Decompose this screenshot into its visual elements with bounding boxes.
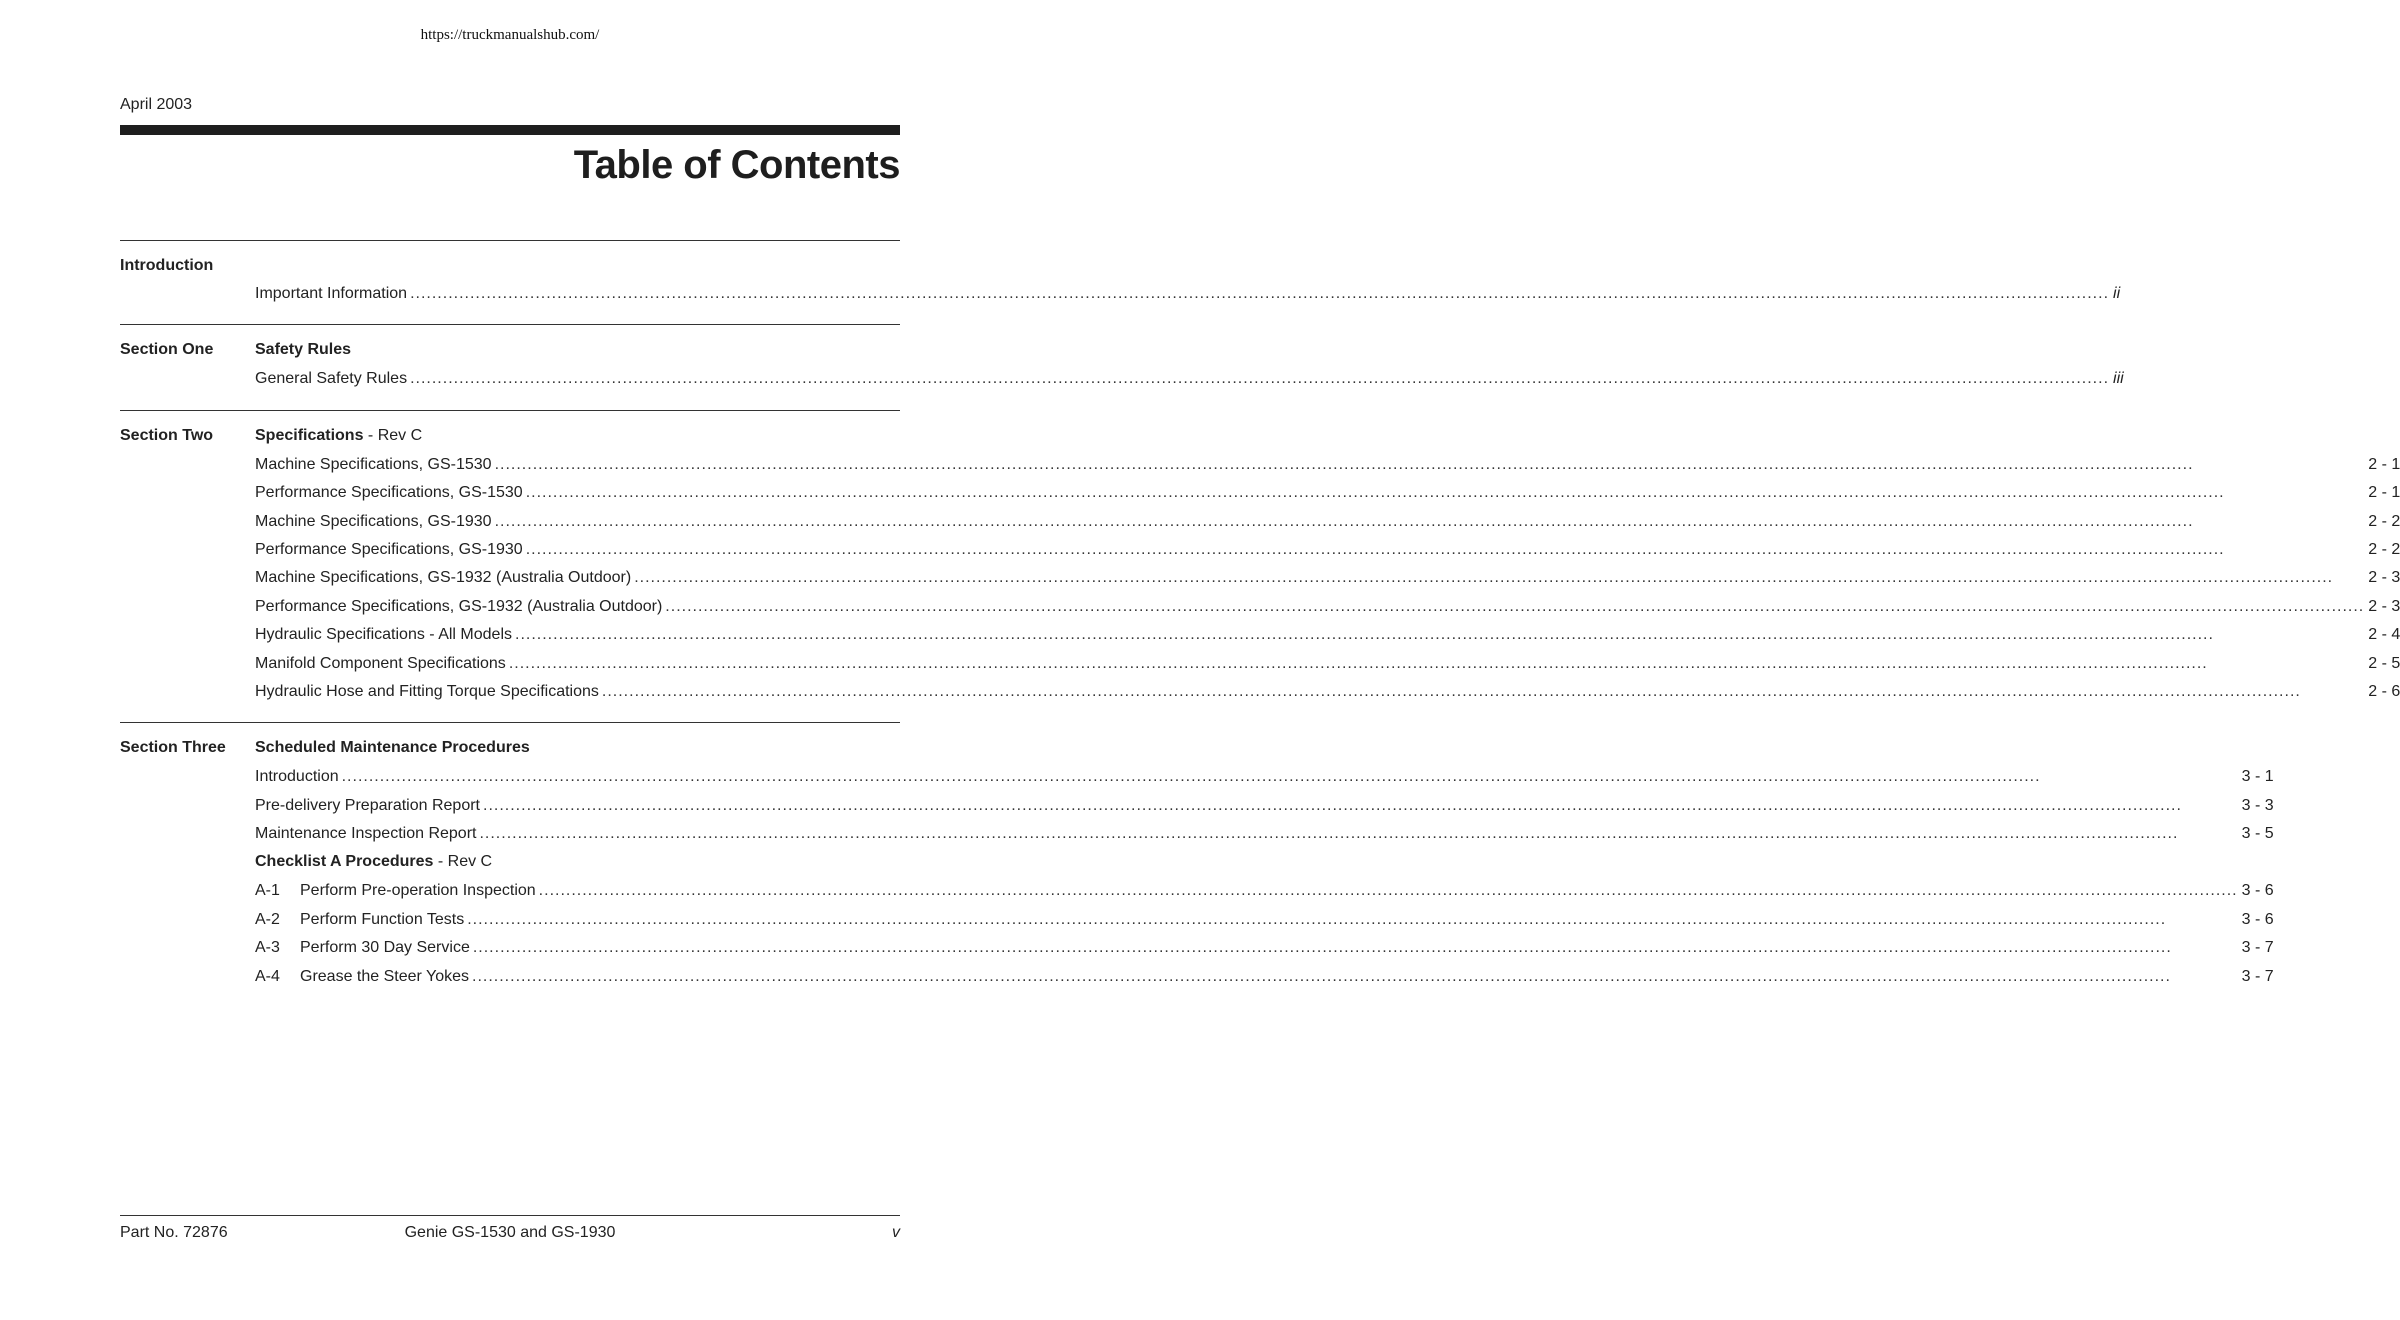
toc-entry-page: ii xyxy=(2113,285,2121,302)
dot-leader xyxy=(665,597,2364,617)
dot-leader xyxy=(495,512,2365,532)
toc-section-introduction xyxy=(120,240,2121,324)
dot-leader xyxy=(495,455,2365,475)
toc-entry[interactable]: Maintenance Inspection Report ..... 3 - 5 xyxy=(255,824,2274,852)
dot-leader xyxy=(602,682,2364,702)
dot-leader xyxy=(479,824,2237,844)
toc-entry-text: General Safety Rules xyxy=(255,370,408,388)
toc-entry[interactable] xyxy=(255,284,2120,312)
dot-leader xyxy=(473,938,2238,958)
source-url: https://truckmanualshub.com/ xyxy=(420,27,600,43)
section-heading: Scheduled Maintenance Procedures xyxy=(255,739,530,757)
toc-entry[interactable]: Machine Specifications, GS-1930 ..... 2 - 2 xyxy=(255,512,2400,540)
checklist-heading: Checklist A Procedures - Rev C xyxy=(255,853,493,871)
dot-leader xyxy=(410,284,2109,304)
checklist-entry[interactable]: A-1 Perform Pre-operation Inspection ..... 3 - 6 xyxy=(255,881,2274,909)
toc-section-three xyxy=(120,722,2274,1009)
dot-leader xyxy=(467,910,2237,930)
checklist-entry[interactable]: A-3 Perform 30 Day Service ..... 3 - 7 xyxy=(255,938,2274,966)
toc-entry[interactable]: Manifold Component Specifications ..... 2 - 5 xyxy=(255,654,2400,682)
dot-leader xyxy=(483,796,2238,816)
dot-leader xyxy=(509,654,2364,674)
toc-entry-text: Important Information xyxy=(255,285,408,302)
dot-leader xyxy=(515,625,2364,645)
section-label: Introduction xyxy=(120,257,214,274)
checklist-entry[interactable]: A-4 Grease the Steer Yokes ..... 3 - 7 xyxy=(255,967,2274,995)
toc-entry[interactable]: Hydraulic Hose and Fitting Torque Specifications ..... 2 - 6 xyxy=(255,682,2400,710)
toc-entry[interactable]: Machine Specifications, GS-1932 (Australia Outdoor) ..... 2 - 3 xyxy=(255,568,2400,596)
section-heading: Safety Rules xyxy=(255,341,352,359)
header-rule xyxy=(120,125,900,135)
dot-leader xyxy=(539,881,2238,901)
toc-entry[interactable]: Introduction ..... 3 - 1 xyxy=(255,767,2274,795)
toc-entry[interactable]: Hydraulic Specifications - All Models ..... 2 - 4 xyxy=(255,625,2400,653)
section-heading: Specifications - Rev C xyxy=(255,426,423,444)
toc-entry[interactable] xyxy=(255,369,2124,397)
page-title: Table of Contents xyxy=(573,143,900,187)
toc-entry[interactable]: Performance Specifications, GS-1530 ..... 2 - 1 xyxy=(255,483,2400,511)
dot-leader xyxy=(342,767,2238,787)
dot-leader xyxy=(526,540,2365,560)
dot-leader xyxy=(410,369,2109,389)
toc-entry[interactable]: Pre-delivery Preparation Report ..... 3 - 3 xyxy=(255,796,2274,824)
toc-entry[interactable]: Performance Specifications, GS-1930 ..... 2 - 2 xyxy=(255,540,2400,568)
toc-section-two xyxy=(120,410,2400,723)
toc-entry[interactable]: Machine Specifications, GS-1530 ..... 2 - 1 xyxy=(255,455,2400,483)
footer-rule xyxy=(120,1215,900,1216)
section-label: Section One xyxy=(120,341,214,359)
section-label: Section Three xyxy=(120,739,226,757)
toc-entry-page: iii xyxy=(2113,370,2124,388)
footer-model: Genie GS-1530 and GS-1930 xyxy=(404,1224,616,1241)
dot-leader xyxy=(472,967,2238,987)
toc-entry[interactable]: Performance Specifications, GS-1932 (Australia Outdoor) ..... 2 - 3 xyxy=(255,597,2400,625)
section-label: Section Two xyxy=(120,426,214,444)
toc-section-one xyxy=(120,324,2124,409)
footer-page-number: v xyxy=(892,1224,900,1241)
checklist-entry[interactable]: A-2 Perform Function Tests ..... 3 - 6 xyxy=(255,910,2274,938)
document-date: April 2003 xyxy=(120,96,193,113)
dot-leader xyxy=(634,568,2364,588)
footer-part-number: Part No. 72876 xyxy=(120,1224,228,1241)
table-of-contents xyxy=(120,240,2400,1009)
dot-leader xyxy=(526,483,2365,503)
